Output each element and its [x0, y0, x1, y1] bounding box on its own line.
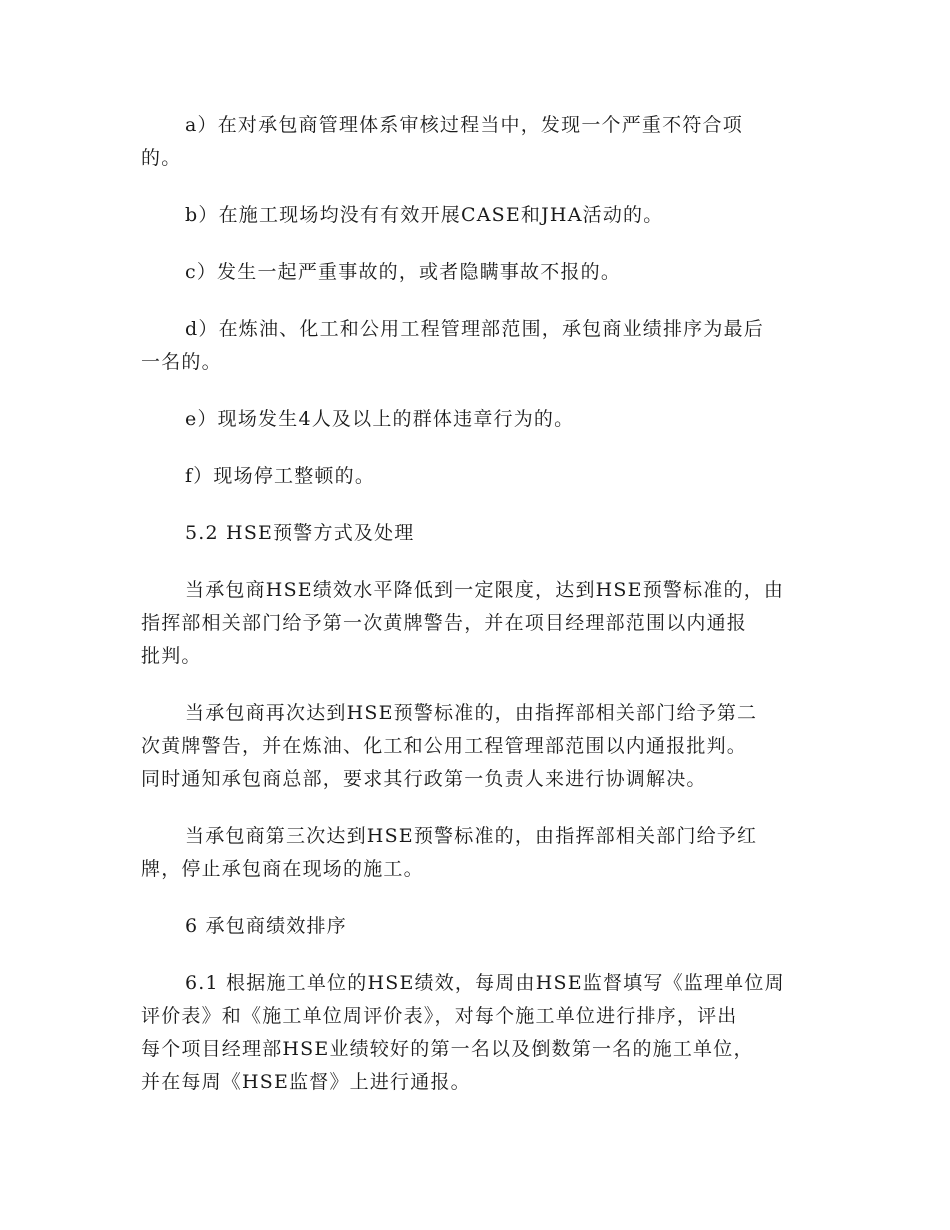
paragraph-line: 并在每周《HSE监督》上进行通报。: [141, 1071, 471, 1093]
list-item-e-line-1: e）现场发生4人及以上的群体违章行为的。: [185, 408, 575, 430]
list-item-d-line-2: 一名的。: [141, 351, 222, 373]
list-item-d-line-1: d）在炼油、化工和公用工程管理部范围，承包商业绩排序为最后: [185, 318, 764, 340]
paragraph-line: 当承包商第三次达到HSE预警标准的，由指挥部相关部门给予红: [185, 825, 758, 847]
section-heading-5-2-text: 5.2 HSE预警方式及处理: [185, 522, 415, 544]
list-item-a-line-2: 的。: [141, 147, 182, 169]
section-heading-5-2: [141, 517, 816, 550]
paragraph-line: 同时通知承包商总部，要求其行政第一负责人来进行协调解决。: [141, 768, 707, 790]
document-body: [141, 109, 816, 1123]
list-item-a: [141, 109, 816, 175]
paragraph-line: 评价表》和《施工单位周评价表》，对每个施工单位进行排序，评出: [141, 1005, 738, 1027]
list-item-d: [141, 313, 816, 379]
list-item-f: [141, 460, 816, 493]
paragraph-line: 6.1 根据施工单位的HSE绩效，每周由HSE监督填写《监理单位周: [185, 972, 785, 994]
list-item-c-line-1: c）发生一起严重事故的，或者隐瞒事故不报的。: [185, 261, 622, 283]
list-item-a-line-1: a）在对承包商管理体系审核过程当中，发现一个严重不符合项: [185, 114, 743, 136]
paragraph-line: 批判。: [141, 645, 202, 667]
paragraph-line: 当承包商HSE绩效水平降低到一定限度，达到HSE预警标准的，由: [185, 579, 785, 601]
paragraph-5-2-3: [141, 820, 816, 886]
list-item-c: [141, 256, 816, 289]
paragraph-line: 每个项目经理部HSE业绩较好的第一名以及倒数第一名的施工单位，: [141, 1038, 754, 1060]
list-item-e: [141, 403, 816, 436]
paragraph-5-2-2: [141, 697, 816, 796]
section-heading-6: [141, 910, 816, 943]
list-item-b-line-1: b）在施工现场均没有有效开展CASE和JHA活动的。: [185, 204, 664, 226]
paragraph-line: 次黄牌警告，并在炼油、化工和公用工程管理部范围以内通报批判。: [141, 735, 748, 757]
paragraph-6-1: [141, 967, 816, 1099]
list-item-b: [141, 199, 816, 232]
paragraph-line: 当承包商再次达到HSE预警标准的，由指挥部相关部门给予第二: [185, 702, 758, 724]
section-heading-6-text: 6 承包商绩效排序: [185, 915, 347, 937]
paragraph-5-2-1: [141, 574, 816, 673]
paragraph-line: 牌，停止承包商在现场的施工。: [141, 858, 424, 880]
paragraph-line: 指挥部相关部门给予第一次黄牌警告，并在项目经理部范围以内通报: [141, 612, 748, 634]
list-item-f-line-1: f）现场停工整顿的。: [185, 465, 376, 487]
